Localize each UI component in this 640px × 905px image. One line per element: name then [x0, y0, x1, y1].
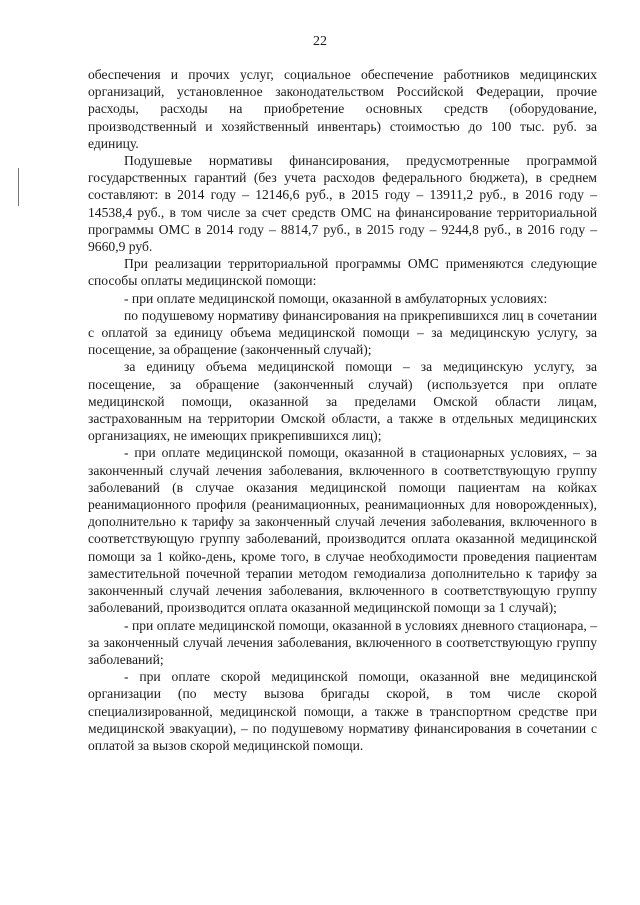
paragraph-outpatient-per-capita: по подушевому нормативу финансирования на прикрепившихся лиц в сочетании с оплатой за единицу объема медицинской помощи – за медицинскую услугу, за посещение, за обращение (законченный случай); [88, 307, 597, 358]
paragraph-inpatient: - при оплате медицинской помощи, оказанной в стационарных условиях, – за законченный случай лечения заболевания, включенного в соответствующую группу заболеваний (в случае оказания медицинской помощи пациентам на койках реанимационного профиля (реанимационных, реанимационных для новорожденных), дополнительно к тарифу за законченный случай лечения заболевания, включенного в соответствующую группу заболеваний, производится оплата оказанной медицинской помощи за 1 койко-день, кроме того, в случае необходимости проведения пациентам заместительной почечной терапии методом гемодиализа дополнительно к тарифу за законченный случай лечения заболевания, включенного в соответствующую группу заболеваний, производится оплата оказанной медицинской помощи за 1 случай); [88, 445, 597, 616]
paragraph-outpatient-heading: - при оплате медицинской помощи, оказанной в амбулаторных условиях: [124, 290, 548, 306]
paragraph-per-capita-norms: Подушевые нормативы финансирования, предусмотренные программой государственных гарантий (без учета расходов федерального бюджета), в среднем составляют: в 2014 году – 12146,6 руб., в 2015 году – 13911,2 руб., в 2016 году – 14538,4 руб., в том числе за счет средств ОМС на финансирование территориальной программы ОМС в 2014 году – 8814,7 руб., в 2015 году – 9244,8 руб., в 2016 году – 9660,9 руб. [88, 153, 597, 255]
paragraph-emergency-care: - при оплате скорой медицинской помощи, оказанной вне медицинской организации (по месту вызова бригады скорой, в том числе скорой специализированной, медицинской помощи, а также в транспортном средстве при медицинской эвакуации), – по подушевому нормативу финансирования в сочетании с оплатой за вызов скорой медицинской помощи. [88, 669, 597, 753]
paragraph-payment-methods-intro: При реализации территориальной программы ОМС применяются следующие способы оплаты медицинской помощи: [88, 256, 597, 289]
paragraph-continuation: обеспечения и прочих услуг, социальное обеспечение работников медицинских организаций, установленное законодательством Российской Федерации, прочие расходы, расходы на приобретение основных средств (оборудование, производственный и хозяйственный инвентарь) стоимостью до 100 тыс. руб. за единицу. [88, 67, 597, 151]
paragraph-day-hospital: - при оплате медицинской помощи, оказанной в условиях дневного стационара, – за законченный случай лечения заболевания, включенного в соответствующую группу заболеваний; [88, 617, 597, 667]
paragraph-outpatient-per-unit: за единицу объема медицинской помощи – за медицинскую услугу, за посещение, за обращение (законченный случай) (используется при оплате медицинской помощи, оказанной за пределами Омской области лицам, застрахованным на территории Омской области, а также в отдельных медицинских организациях, не имеющих прикрепившихся лиц); [88, 359, 597, 444]
page-number: 22 [313, 34, 327, 49]
margin-mark [18, 168, 19, 206]
document-body [88, 66, 597, 754]
